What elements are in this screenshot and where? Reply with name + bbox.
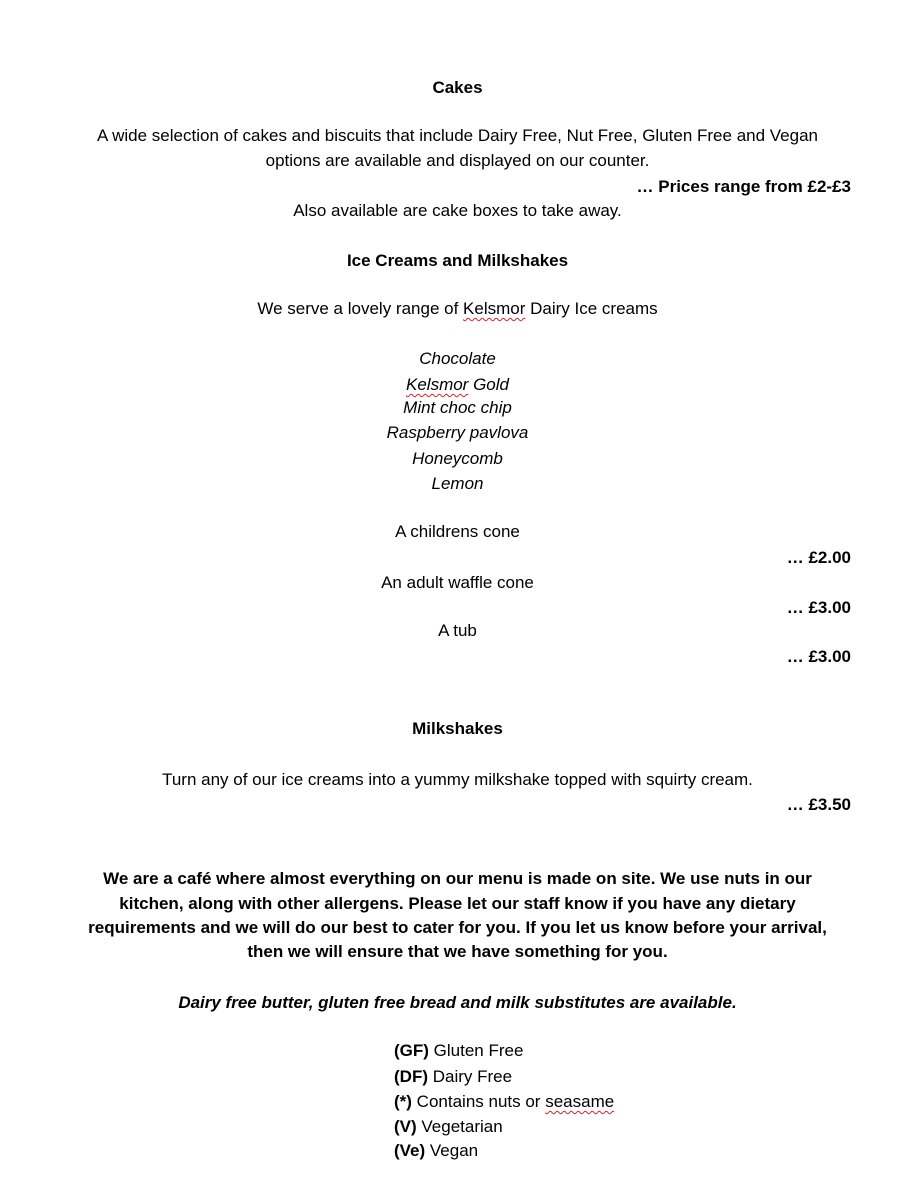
notice-line-1: We are a café where almost everything on our menu is made on site. We use nuts in our xyxy=(103,869,812,888)
flavour-honeycomb: Honeycomb xyxy=(412,449,503,468)
flavour-brand: Kelsmor xyxy=(406,375,469,394)
legend-code: (Ve) xyxy=(394,1141,426,1160)
cakes-heading: Cakes xyxy=(432,78,483,97)
flavour-gold: Gold xyxy=(468,375,509,394)
flavour-lemon: Lemon xyxy=(431,474,484,493)
cakes-description-line-2: options are available and displayed on our counter. xyxy=(265,151,650,170)
notice-line-4: then we will ensure that we have something for you. xyxy=(247,942,668,961)
legend-text: Vegan xyxy=(425,1141,479,1160)
cake-boxes-note: Also available are cake boxes to take away. xyxy=(293,201,622,220)
milkshakes-price: … £3.50 xyxy=(786,795,851,814)
legend-vegetarian xyxy=(394,1117,503,1137)
item-adult-waffle-cone: An adult waffle cone xyxy=(381,573,534,592)
legend-text: Vegetarian xyxy=(416,1117,503,1136)
legend-vegan xyxy=(394,1141,478,1161)
cakes-description-line-1: A wide selection of cakes and biscuits that include Dairy Free, Nut Free, Gluten Free and Vegan xyxy=(97,126,818,145)
legend-gluten-free xyxy=(394,1041,523,1061)
legend-text: Contains nuts or xyxy=(411,1092,546,1111)
notice-line-2: kitchen, along with other allergens. Please let our staff know if you have any dietary xyxy=(119,894,796,913)
price-tub: … £3.00 xyxy=(786,647,851,666)
legend-code: (V) xyxy=(394,1117,417,1136)
cakes-price: … Prices range from £2-£3 xyxy=(636,177,851,196)
substitutes-note: Dairy free butter, gluten free bread and milk substitutes are available. xyxy=(178,993,737,1012)
legend-contains-nuts xyxy=(394,1092,614,1112)
intro-text-before: We serve a lovely range of xyxy=(257,299,464,318)
item-childrens-cone: A childrens cone xyxy=(395,522,520,541)
legend-text: Gluten Free xyxy=(428,1041,524,1060)
item-tub: A tub xyxy=(438,621,477,640)
ice-creams-heading: Ice Creams and Milkshakes xyxy=(346,251,569,270)
notice-line-3: requirements and we will do our best to cater for you. If you let us know before your arrival, xyxy=(88,918,827,937)
price-childrens-cone: … £2.00 xyxy=(786,548,851,567)
legend-misspelled-word: seasame xyxy=(545,1092,615,1111)
flavour-raspberry-pavlova: Raspberry pavlova xyxy=(386,423,529,442)
milkshakes-description: Turn any of our ice creams into a yummy milkshake topped with squirty cream. xyxy=(162,770,753,789)
intro-text-after: Dairy Ice creams xyxy=(525,299,658,318)
legend-code: (DF) xyxy=(394,1067,428,1086)
flavour-mint-choc-chip: Mint choc chip xyxy=(403,398,512,417)
price-adult-waffle-cone: … £3.00 xyxy=(786,598,851,617)
legend-code: (*) xyxy=(394,1092,412,1111)
legend-dairy-free xyxy=(394,1067,512,1087)
milkshakes-heading: Milkshakes xyxy=(412,719,503,738)
flavour-kelsmor-gold xyxy=(0,375,915,395)
flavour-chocolate: Chocolate xyxy=(419,349,496,368)
legend-text: Dairy Free xyxy=(427,1067,513,1086)
legend-code: (GF) xyxy=(394,1041,429,1060)
ice-creams-intro xyxy=(0,299,915,319)
brand-name-kelsmor: Kelsmor xyxy=(463,299,526,318)
